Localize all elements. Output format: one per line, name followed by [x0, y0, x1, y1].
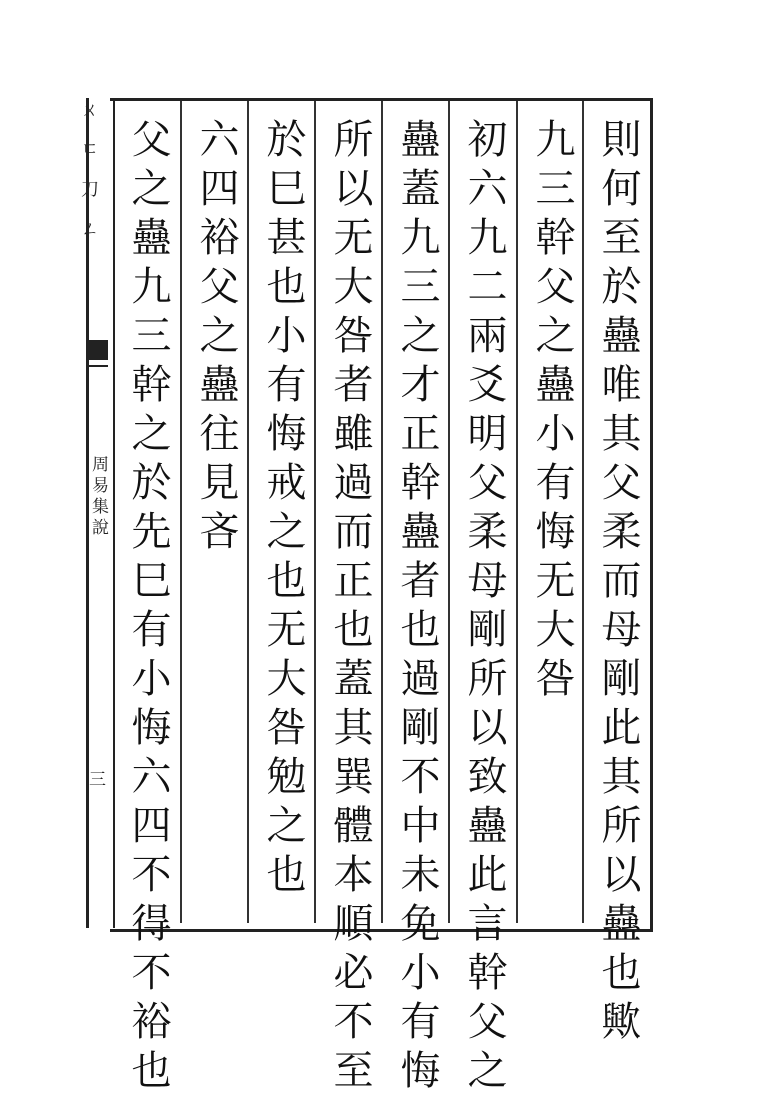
column-separator	[247, 101, 249, 923]
text-column-5: 所以无大咎者雖過而正也蓋其巽體本順必不至	[327, 118, 373, 1098]
text-column-6: 於巳甚也小有悔戒之也无大咎勉之也	[260, 118, 306, 902]
column-separator	[381, 101, 383, 923]
text-column-8: 父之蠱九三幹之於先巳有小悔六四不得不裕也	[125, 118, 171, 1098]
book-title: 周易集說	[88, 455, 108, 539]
margin-strip-title: ㄨ ㄷ 刀 ㄥ	[78, 100, 99, 246]
text-column-3: 初六九二兩爻明父柔母剛所以致蠱此言幹父之	[461, 118, 507, 1098]
column-separator	[180, 101, 182, 923]
column-separator	[582, 101, 584, 923]
column-separator	[516, 101, 518, 923]
column-separator	[448, 101, 450, 923]
page-number: 三	[85, 770, 105, 787]
text-column-2: 九三幹父之蠱小有悔无大咎	[529, 118, 575, 706]
fish-tail-line	[89, 365, 108, 367]
text-column-1: 則何至於蠱唯其父柔而母剛此其所以蠱也歟	[595, 118, 641, 1049]
text-column-4: 蠱蓋九三之才正幹蠱者也過剛不中未免小有悔	[394, 118, 440, 1098]
fish-tail-mark	[89, 340, 108, 360]
column-separator	[314, 101, 316, 923]
text-column-7: 六四裕父之蠱往見吝	[193, 118, 239, 559]
